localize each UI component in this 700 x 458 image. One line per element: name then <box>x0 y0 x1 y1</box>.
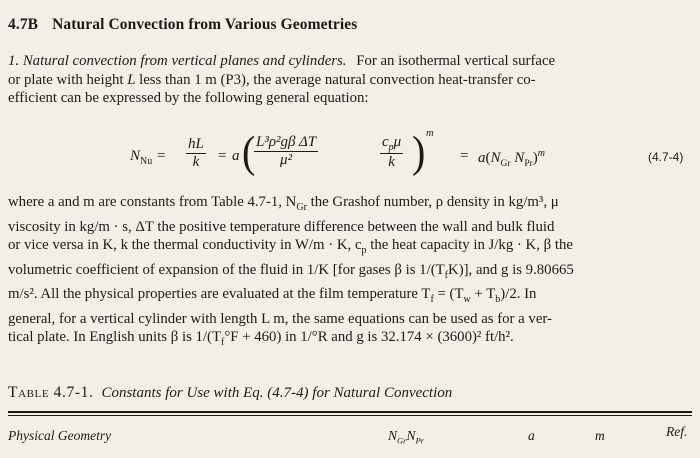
section-number: 4.7B <box>8 16 39 33</box>
exponent-m: m <box>426 128 434 139</box>
fraction-hl-over-k: $\frac{hL}{k}$ <box>188 136 204 170</box>
equation-4-7-4: $N_{Nu}$ = $\frac{hL}{k}$ = a ( $\frac{\text{L³ρ²gβ ΔT}}{\text{μ²}}$ $c_p\mu$ k ) m = $a(N_{Gr}$ $N_{Pr})^m$ (4.7-4) <box>130 126 684 177</box>
table-title: Constants for Use with Eq. (4.7-4) for Natural Convection <box>101 385 453 401</box>
table-label: Table 4.7-1. <box>8 384 94 401</box>
table-second-rule <box>8 415 692 416</box>
paragraph2-line2: viscosity in kg/m · s, ΔT the positive temperature difference between the wall and bulk fluid <box>8 218 555 235</box>
fraction-prandtl: $c_p\mu$ k <box>382 134 402 170</box>
equation-rhs: $a(N_{Gr}$ $N_{Pr})^m$ <box>478 148 545 169</box>
section-title: Natural Convection from Various Geometries <box>52 16 358 33</box>
section-heading <box>8 16 357 34</box>
paragraph-natural-convection-intro <box>8 52 692 108</box>
paragraph2-line3: or vice versa in K, k the thermal conductivity in W/m · K, $c_p$ the heat capacity in J/kg · K, β the <box>8 237 573 257</box>
paragraph1-line2: or plate with height L less than 1 m (P3), the average natural convection heat-transfer co- <box>8 71 536 88</box>
table-top-rule <box>8 411 692 413</box>
column-header-ngr-npr: $N_{Gr}N_{Pr}$ <box>388 428 424 446</box>
paragraph2-line1: where a and m are constants from Table 4.7-1, $N_{Gr}$ the Grashof number, ρ density in kg/m³, μ <box>8 194 559 213</box>
fraction-grashof: $\frac{\text{L³ρ²gβ ΔT}}{\text{μ²}}$ <box>256 134 317 168</box>
right-paren: ) <box>412 126 426 177</box>
column-header-m: m <box>595 428 605 443</box>
paragraph1-lead: Natural convection from vertical planes and cylinders. <box>22 53 347 69</box>
column-header-ref: Ref. <box>666 424 688 439</box>
paragraph1-line3: efficient can be expressed by the following general equation: <box>8 90 369 107</box>
equation-number: (4.7-4) <box>648 150 684 164</box>
paragraph2-line4: volumetric coefficient of expansion of the fluid in 1/K [for gases β is $1/(T_fK)$], and g is 9.80665 <box>8 261 574 281</box>
paragraph2-line6: general, for a vertical cylinder with length L m, the same equations can be used as for a ver- <box>8 310 552 327</box>
table-caption <box>8 384 452 402</box>
paragraph-variable-definitions <box>8 193 692 353</box>
column-header-geometry: Physical Geometry <box>8 428 112 443</box>
paragraph2-line5: m/s². All the physical properties are evaluated at the film temperature $T_f = (T_w + T_b)/2$. In <box>8 286 537 306</box>
left-paren: ( <box>242 126 256 177</box>
nusselt-number: $N_{Nu}$ = <box>130 148 167 167</box>
column-header-a: a <box>528 428 535 443</box>
paragraph1-line1: 1. Natural convection from vertical planes and cylinders. For an isothermal vertical surface <box>8 53 556 69</box>
paragraph2-line7: tical plate. In English units β is $1/(T_f^\circ F + 460)$ in 1/°R and g is 32.174 × (3600)² ft/h². <box>8 329 514 349</box>
